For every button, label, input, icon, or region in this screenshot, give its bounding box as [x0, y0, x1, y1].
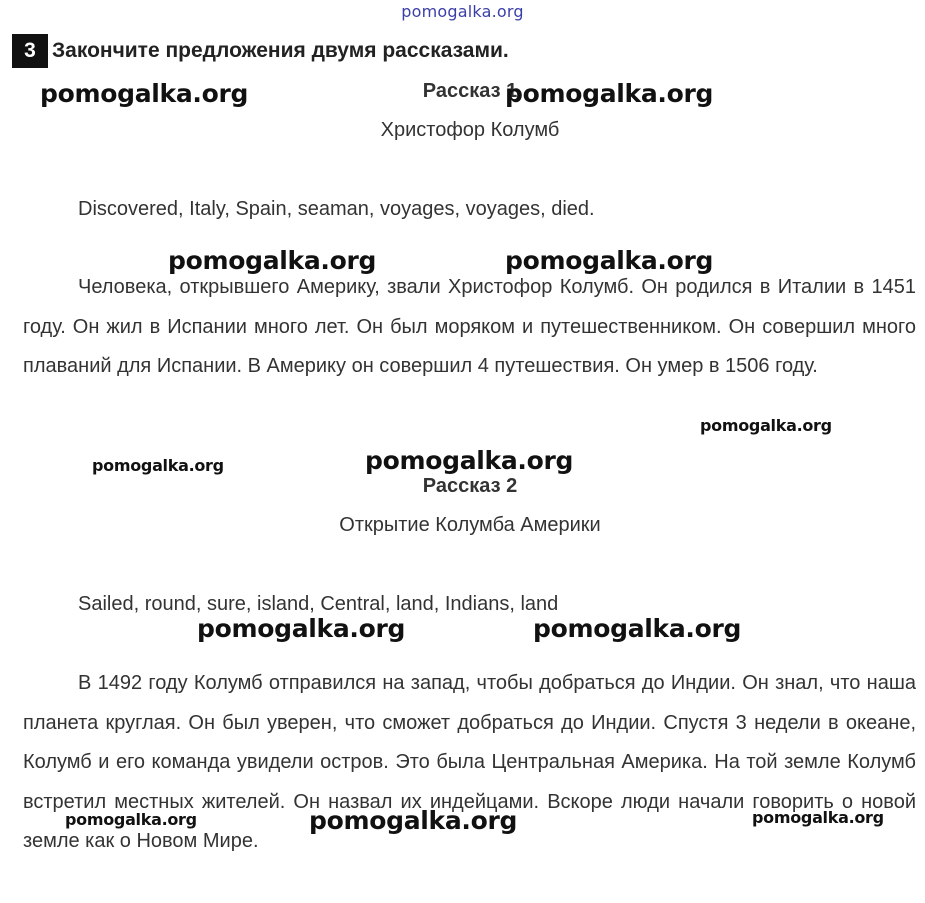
watermark: pomogalka.org	[40, 79, 249, 108]
site-url-header: pomogalka.org	[401, 2, 524, 21]
watermark: pomogalka.org	[365, 446, 574, 475]
story1-word-list: Discovered, Italy, Spain, seaman, voyages, voyages, died.	[78, 198, 595, 220]
story2-paragraph: В 1492 году Колумб отправился на запад, чтобы добраться до Индии. Он знал, что наша планета круглая. Он был уверен, что сможет добраться до Индии. Спустя 3 недели в океане, Колумб и его команда увидели остров. Это была Центральная Америка. На той земле Колумб встретил местных жителей. Он назвал их индейцами. Вскоре люди начали говорить о новой земле как о Новом Мире.	[23, 672, 916, 853]
watermark: pomogalka.org	[700, 416, 832, 435]
story1-subtitle: Христофор Колумб	[380, 119, 560, 141]
watermark: pomogalka.org	[309, 806, 518, 835]
watermark: pomogalka.org	[168, 246, 377, 275]
task-number-badge: 3	[12, 34, 48, 68]
watermark: pomogalka.org	[92, 456, 224, 475]
watermark: pomogalka.org	[505, 79, 714, 108]
story2-subtitle: Открытие Колумба Америки	[339, 514, 601, 536]
story1-heading: Рассказ 1	[422, 80, 518, 102]
story2-word-list: Sailed, round, sure, island, Central, land, Indians, land	[78, 593, 559, 615]
story1-paragraph: Человека, открывшего Америку, звали Христофор Колумб. Он родился в Италии в 1451 году. Он жил в Испании много лет. Он был моряком и путешественником. Он совершил много плаваний для Испании. В Америку он совершил 4 путешествия. Он умер в 1506 году.	[23, 276, 916, 378]
watermark: pomogalka.org	[65, 810, 197, 829]
watermark: pomogalka.org	[752, 808, 884, 827]
watermark: pomogalka.org	[505, 246, 714, 275]
story2-heading: Рассказ 2	[422, 475, 518, 497]
watermark: pomogalka.org	[197, 614, 406, 643]
task-title: Закончите предложения двумя рассказами.	[52, 39, 509, 62]
watermark: pomogalka.org	[533, 614, 742, 643]
